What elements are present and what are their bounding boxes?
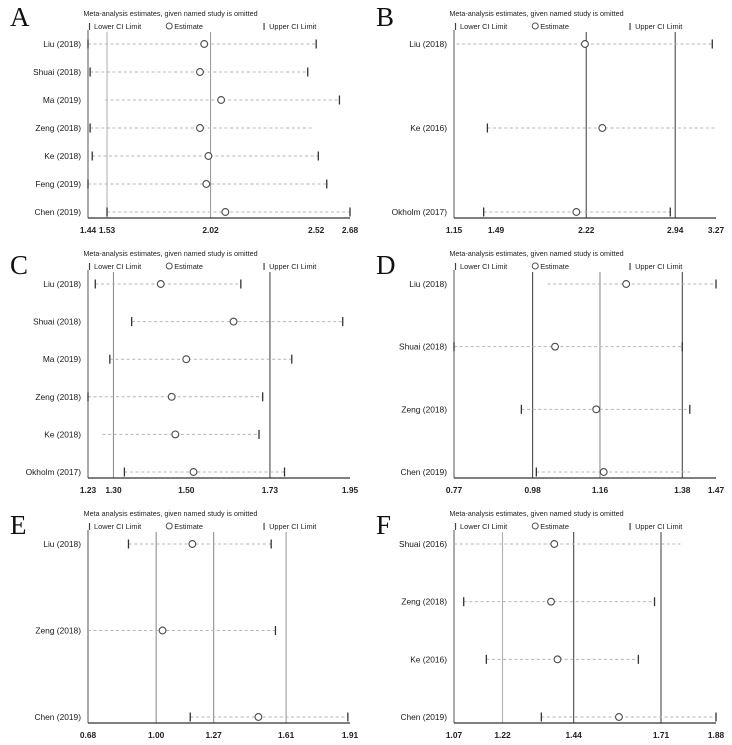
estimate-marker	[600, 469, 607, 476]
panel-letter-f: F	[376, 510, 392, 540]
forest-plot-svg	[0, 500, 366, 745]
x-tick-label: 2.68	[341, 225, 359, 235]
estimate-marker	[203, 181, 210, 188]
x-tick-label: 1.15	[445, 225, 463, 235]
ci-row	[401, 404, 689, 414]
estimate-marker	[255, 714, 262, 721]
ci-row	[399, 342, 682, 352]
panel-letter-e: E	[10, 510, 27, 540]
x-tick-label: 1.38	[674, 485, 691, 495]
estimate-marker	[197, 69, 204, 76]
panel-letter-d: D	[376, 250, 396, 280]
estimate-marker	[222, 209, 229, 216]
x-tick-label: 1.16	[591, 485, 609, 495]
x-tick-label: 2.22	[578, 225, 595, 235]
legend-lower-label: Lower CI Limit	[460, 22, 508, 31]
x-axis-ticks	[446, 485, 725, 495]
study-label: Liu (2018)	[409, 279, 447, 289]
x-tick-label: 1.30	[105, 485, 122, 495]
estimate-marker	[623, 281, 630, 288]
x-axis-ticks	[446, 730, 725, 740]
estimate-marker	[551, 541, 558, 548]
ci-row	[44, 151, 318, 161]
estimate-marker	[190, 469, 197, 476]
legend-estimate-marker	[532, 263, 538, 269]
x-tick-label: 0.98	[524, 485, 541, 495]
legend-upper-label: Upper CI Limit	[635, 262, 683, 271]
legend-estimate-marker	[166, 23, 172, 29]
forest-plot-svg	[366, 240, 732, 500]
panel-letter-c: C	[10, 250, 29, 280]
x-tick-label: 2.94	[667, 225, 684, 235]
x-tick-label: 1.61	[277, 730, 295, 740]
legend-upper-label: Upper CI Limit	[269, 262, 317, 271]
legend	[90, 262, 317, 271]
x-tick-label: 1.23	[79, 485, 97, 495]
legend	[456, 262, 683, 271]
estimate-marker	[197, 125, 204, 132]
panel-a	[0, 0, 366, 240]
legend-estimate-marker	[166, 523, 172, 529]
study-label: Feng (2019)	[35, 179, 81, 189]
legend-lower-label: Lower CI Limit	[460, 522, 508, 531]
x-axis-ticks	[80, 730, 359, 740]
chart-title: Meta analysis estimates, given named study is omitted	[83, 509, 258, 518]
x-tick-label: 1.00	[148, 730, 165, 740]
legend-estimate-marker	[532, 523, 538, 529]
ci-row	[35, 626, 275, 636]
forest-plot-svg	[0, 240, 366, 500]
forest-plot-c	[0, 240, 366, 500]
ci-row	[44, 429, 259, 439]
study-label: Ke (2018)	[44, 429, 81, 440]
estimate-marker	[616, 714, 623, 721]
legend-upper-label: Upper CI Limit	[635, 22, 683, 31]
study-label: Ke (2016)	[410, 654, 447, 665]
estimate-marker	[157, 281, 164, 288]
study-rows	[33, 39, 350, 217]
forest-plot-b	[366, 0, 732, 240]
ci-row	[401, 597, 654, 607]
x-tick-label: 1.49	[487, 225, 505, 235]
panel-letter-b: B	[376, 2, 395, 32]
x-axis-ticks	[446, 225, 725, 235]
estimate-marker	[172, 431, 179, 438]
x-tick-label: 0.68	[79, 730, 97, 740]
ci-row	[43, 95, 340, 105]
ci-row	[400, 712, 716, 722]
legend-estimate-label: Estimate	[540, 522, 569, 531]
panel-letter-a: A	[10, 2, 30, 32]
study-label: Chen (2019)	[34, 712, 81, 722]
panel-d	[366, 240, 732, 500]
estimate-marker	[599, 125, 606, 132]
study-label: Liu (2018)	[43, 279, 81, 289]
forest-plot-svg	[366, 0, 732, 240]
x-axis-ticks	[80, 485, 359, 495]
chart-title: Meta-analysis estimates, given named study is omitted	[449, 249, 624, 258]
x-tick-label: 1.73	[261, 485, 279, 495]
study-label: Ke (2016)	[410, 123, 447, 133]
study-label: Ma (2019)	[42, 95, 81, 105]
legend-estimate-marker	[532, 23, 538, 29]
ci-row	[392, 207, 671, 217]
estimate-marker	[573, 209, 580, 216]
panel-b	[366, 0, 732, 240]
estimate-marker	[189, 541, 196, 548]
ci-row	[409, 279, 716, 289]
x-tick-label: 0.77	[445, 485, 463, 495]
study-label: Okholm (2017)	[391, 207, 447, 217]
legend-upper-label: Upper CI Limit	[635, 522, 683, 531]
x-tick-label: 2.52	[308, 225, 325, 235]
estimate-marker	[582, 41, 589, 48]
forest-plot-svg	[0, 0, 366, 240]
study-label: Chen (2019)	[34, 207, 81, 217]
legend-lower-label: Lower CI Limit	[460, 262, 508, 271]
study-label: Okholm (2017)	[25, 467, 81, 477]
ci-row	[35, 179, 326, 189]
panel-c	[0, 240, 366, 500]
x-tick-label: 1.91	[341, 730, 359, 740]
study-label: Zeng (2018)	[401, 404, 447, 415]
forest-plot-svg	[366, 500, 732, 745]
ci-row	[400, 467, 689, 477]
x-tick-label: 1.44	[565, 730, 582, 740]
study-label: Zeng (2018)	[35, 625, 81, 636]
legend-lower-label: Lower CI Limit	[94, 262, 142, 271]
legend-estimate-label: Estimate	[540, 22, 569, 31]
reference-lines	[533, 272, 683, 478]
legend	[456, 522, 683, 531]
study-label: Ma (2019)	[42, 354, 81, 365]
legend-lower-label: Lower CI Limit	[94, 522, 142, 531]
x-tick-label: 1.07	[445, 730, 463, 740]
study-label: Liu (2018)	[43, 539, 81, 549]
forest-plot-e	[0, 500, 366, 745]
ci-row	[43, 39, 316, 49]
ci-row	[410, 654, 638, 664]
study-label: Zeng (2018)	[35, 391, 81, 402]
legend-upper-label: Upper CI Limit	[269, 22, 317, 31]
study-rows	[399, 539, 716, 722]
study-label: Shuai (2018)	[33, 316, 81, 327]
estimate-marker	[230, 318, 237, 325]
reference-lines	[586, 32, 675, 218]
ci-row	[35, 392, 262, 402]
study-label: Zeng (2018)	[401, 596, 447, 607]
estimate-marker	[593, 406, 600, 413]
panel-f	[366, 500, 732, 745]
x-axis-ticks	[80, 225, 359, 235]
estimate-marker	[201, 41, 208, 48]
ci-row	[33, 67, 308, 77]
study-rows	[26, 279, 343, 477]
ci-row	[43, 539, 271, 549]
study-label: Shuai (2016)	[399, 539, 447, 549]
ci-row	[34, 207, 350, 217]
estimate-marker	[552, 343, 559, 350]
chart-title: Meta-analysis estimates, given named study is omitted	[83, 249, 258, 258]
study-label: Shuai (2018)	[399, 341, 447, 352]
study-rows	[34, 539, 347, 722]
x-tick-label: 1.44	[79, 225, 97, 235]
chart-title: Meta-analysis estimates, given named study is omitted	[83, 9, 258, 18]
study-label: Chen (2019)	[400, 467, 447, 477]
estimate-marker	[159, 627, 166, 634]
ci-row	[410, 123, 715, 133]
study-label: Shuai (2018)	[33, 67, 81, 77]
estimate-marker	[168, 393, 175, 400]
reference-lines	[503, 532, 661, 723]
legend-estimate-marker	[166, 263, 172, 269]
reference-lines	[113, 272, 269, 478]
ci-row	[35, 123, 312, 133]
reference-lines	[107, 32, 211, 218]
legend-upper-label: Upper CI Limit	[269, 522, 317, 531]
x-tick-label: 1.71	[652, 730, 670, 740]
legend-lower-label: Lower CI Limit	[94, 22, 142, 31]
forest-plot-f	[366, 500, 732, 745]
legend	[90, 522, 317, 531]
chart-title: Meta-analysis estimates, given named study is omitted	[449, 509, 624, 518]
legend	[456, 22, 683, 31]
legend	[90, 22, 317, 31]
estimate-marker	[183, 356, 190, 363]
study-label: Chen (2019)	[400, 712, 447, 722]
ci-row	[399, 539, 680, 549]
x-tick-label: 1.88	[707, 730, 725, 740]
chart-title: Meta-analysis estimates, given named study is omitted	[449, 9, 624, 18]
study-rows	[392, 39, 715, 217]
legend-estimate-label: Estimate	[174, 22, 203, 31]
x-tick-label: 1.47	[707, 485, 725, 495]
legend-estimate-label: Estimate	[174, 262, 203, 271]
estimate-marker	[554, 656, 561, 663]
x-tick-label: 1.95	[341, 485, 359, 495]
estimate-marker	[548, 598, 555, 605]
study-rows	[399, 279, 716, 477]
panel-e	[0, 500, 366, 745]
forest-plot-a	[0, 0, 366, 240]
ci-row	[33, 317, 343, 327]
study-label: Zeng (2018)	[35, 123, 81, 133]
study-label: Liu (2018)	[409, 39, 447, 49]
study-label: Ke (2018)	[44, 151, 81, 161]
reference-lines	[156, 532, 286, 723]
estimate-marker	[205, 153, 212, 160]
x-tick-label: 2.02	[202, 225, 219, 235]
legend-estimate-label: Estimate	[174, 522, 203, 531]
study-label: Liu (2018)	[43, 39, 81, 49]
ci-row	[409, 39, 712, 49]
x-tick-label: 1.27	[205, 730, 222, 740]
ci-row	[26, 467, 285, 477]
x-tick-label: 3.27	[707, 225, 725, 235]
x-tick-label: 1.50	[178, 485, 195, 495]
x-tick-label: 1.22	[494, 730, 511, 740]
ci-row	[43, 279, 241, 289]
legend-estimate-label: Estimate	[540, 262, 569, 271]
x-tick-label: 1.53	[98, 225, 116, 235]
ci-row	[34, 712, 347, 722]
ci-row	[43, 354, 292, 364]
estimate-marker	[218, 97, 225, 104]
forest-plot-d	[366, 240, 732, 500]
